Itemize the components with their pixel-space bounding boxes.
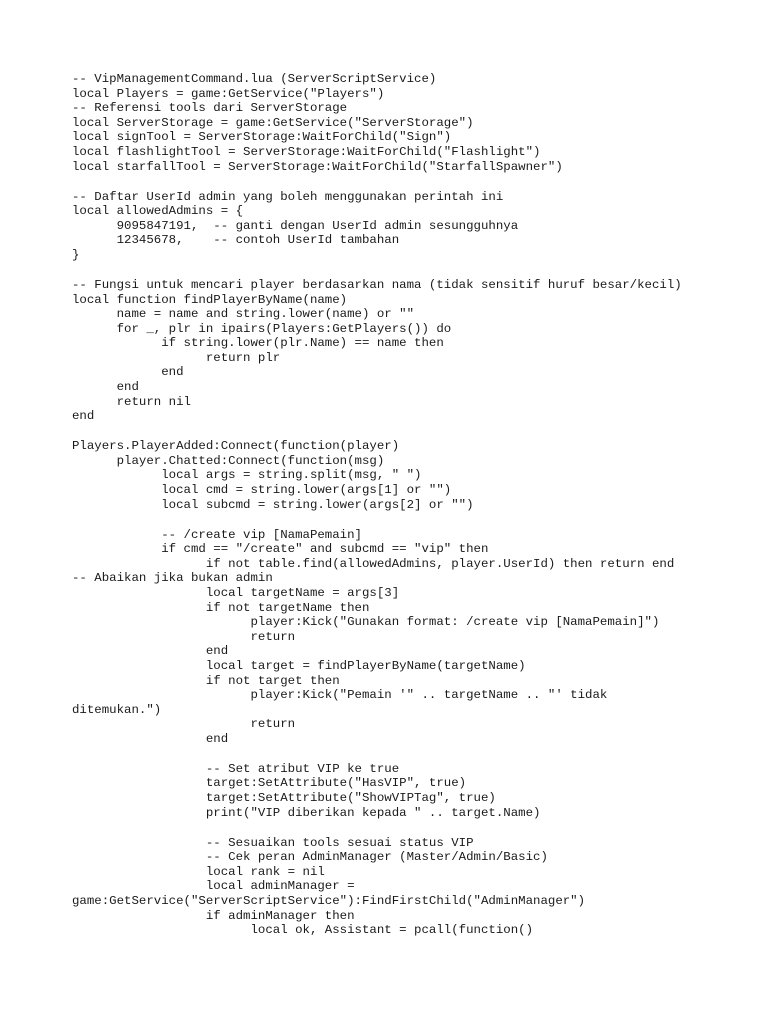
code-line: end xyxy=(72,644,229,659)
code-line: game:GetService("ServerScriptService"):FindFirstChild("AdminManager") xyxy=(72,894,586,909)
code-line: for _, plr in ipairs(Players:GetPlayers()) do xyxy=(72,321,452,336)
code-line: local ServerStorage = game:GetService("ServerStorage") xyxy=(72,115,474,130)
code-line: end xyxy=(72,380,139,395)
code-line: local adminManager = xyxy=(72,879,355,894)
code-line: local allowedAdmins = { xyxy=(72,204,244,219)
code-line: -- Fungsi untuk mencari player berdasarkan nama (tidak sensitif huruf besar/kecil) xyxy=(72,277,682,292)
code-line: print("VIP diberikan kepada " .. target.Name) xyxy=(72,805,541,820)
code-line: } xyxy=(72,247,80,262)
code-line: Players.PlayerAdded:Connect(function(player) xyxy=(72,439,400,454)
blank-line xyxy=(72,820,762,835)
code-line: local targetName = args[3] xyxy=(72,585,400,600)
code-line: player:Kick("Gunakan format: /create vip [NamaPemain]") xyxy=(72,615,660,630)
code-line: player.Chatted:Connect(function(msg) xyxy=(72,453,385,468)
code-line: local flashlightTool = ServerStorage:WaitForChild("Flashlight") xyxy=(72,144,541,159)
code-line: local subcmd = string.lower(args[2] or "") xyxy=(72,497,474,512)
code-line: -- Daftar UserId admin yang boleh menggunakan perintah ini xyxy=(72,189,504,204)
blank-line xyxy=(72,263,762,278)
code-line: name = name and string.lower(name) or "" xyxy=(72,307,415,322)
code-line: -- Set atribut VIP ke true xyxy=(72,761,400,776)
blank-line xyxy=(72,512,762,527)
code-line: local signTool = ServerStorage:WaitForChild("Sign") xyxy=(72,130,452,145)
code-line: 12345678, -- contoh UserId tambahan xyxy=(72,233,400,248)
code-line: end xyxy=(72,731,229,746)
code-line: -- /create vip [NamaPemain] xyxy=(72,527,362,542)
code-line: local starfallTool = ServerStorage:WaitForChild("StarfallSpawner") xyxy=(72,159,563,174)
code-line: return nil xyxy=(72,394,191,409)
code-line: target:SetAttribute("HasVIP", true) xyxy=(72,776,467,791)
code-line: if string.lower(plr.Name) == name then xyxy=(72,336,444,351)
blank-line xyxy=(72,747,762,762)
code-line: -- Sesuaikan tools sesuai status VIP xyxy=(72,835,474,850)
code-line: -- Referensi tools dari ServerStorage xyxy=(72,101,348,116)
blank-line xyxy=(72,174,762,189)
code-line: end xyxy=(72,365,184,380)
code-line: local target = findPlayerByName(targetName) xyxy=(72,658,526,673)
code-line: player:Kick("Pemain '" .. targetName .. "' tidak xyxy=(72,688,608,703)
code-line: 9095847191, -- ganti dengan UserId admin sesungguhnya xyxy=(72,218,519,233)
code-line: end xyxy=(72,409,95,424)
code-line: local args = string.split(msg, " ") xyxy=(72,468,422,483)
code-line: target:SetAttribute("ShowVIPTag", true) xyxy=(72,791,496,806)
code-line: local cmd = string.lower(args[1] or "") xyxy=(72,483,452,498)
code-line: local function findPlayerByName(name) xyxy=(72,292,348,307)
code-line: return xyxy=(72,629,296,644)
code-line: if cmd == "/create" and subcmd == "vip" then xyxy=(72,542,489,557)
code-listing xyxy=(72,72,762,938)
code-line: return xyxy=(72,717,296,732)
code-line: ditemukan.") xyxy=(72,702,162,717)
code-line: if not target then xyxy=(72,673,340,688)
code-line: -- Cek peran AdminManager (Master/Admin/Basic) xyxy=(72,850,548,865)
code-line: local Players = game:GetService("Players") xyxy=(72,86,385,101)
code-line: -- VipManagementCommand.lua (ServerScriptService) xyxy=(72,72,437,86)
code-line: return plr xyxy=(72,350,281,365)
code-line: local ok, Assistant = pcall(function() xyxy=(72,923,534,938)
code-line: local rank = nil xyxy=(72,864,325,879)
blank-line xyxy=(72,424,762,439)
code-line: if not targetName then xyxy=(72,600,370,615)
code-line: if adminManager then xyxy=(72,908,355,923)
code-line: if not table.find(allowedAdmins, player.UserId) then return end xyxy=(72,556,675,571)
code-line: -- Abaikan jika bukan admin xyxy=(72,571,273,586)
